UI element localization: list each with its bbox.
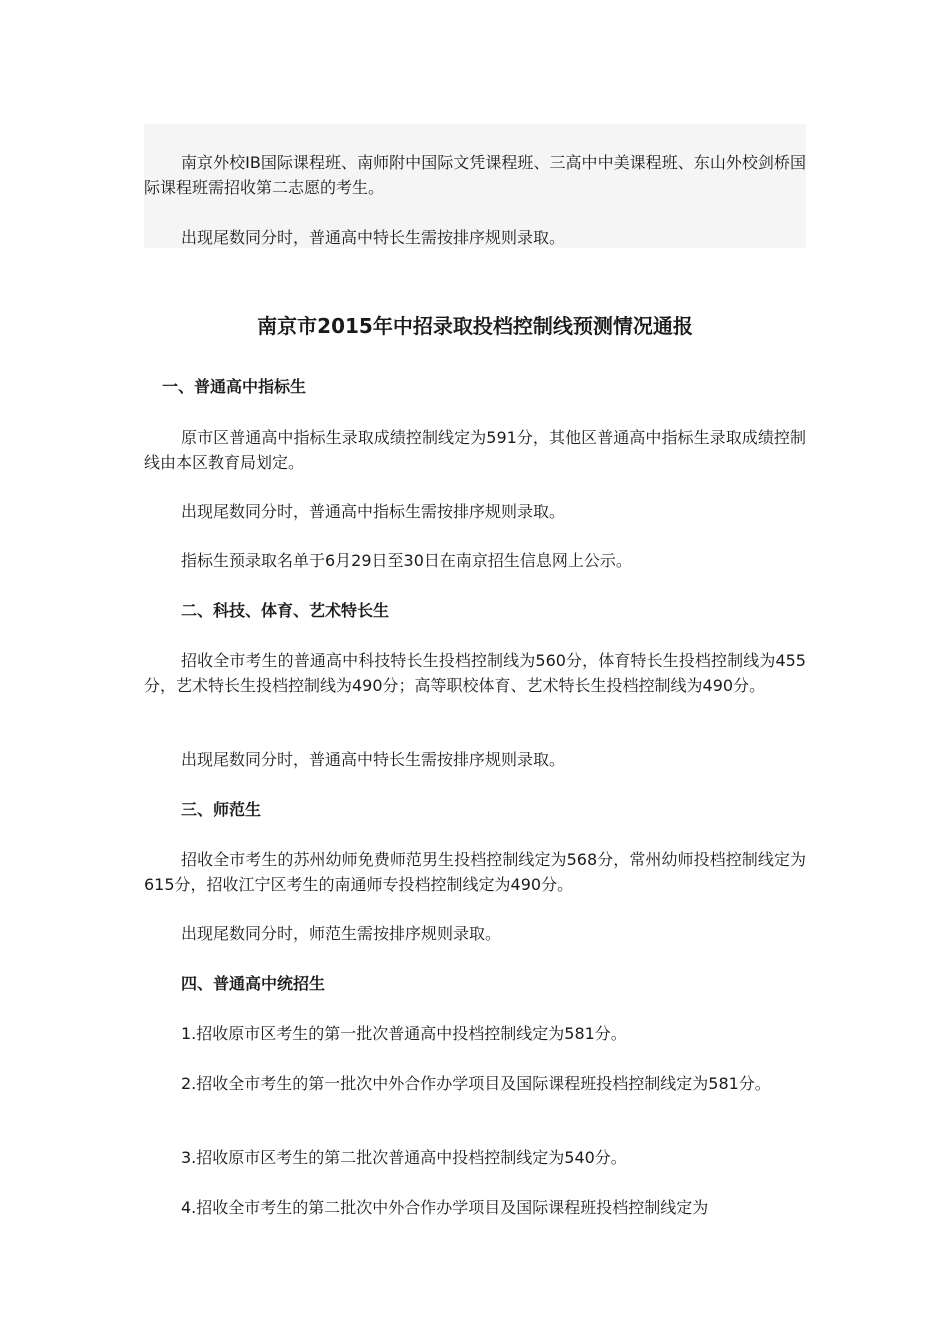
document-title: 南京市2015年中招录取投档控制线预测情况通报 (257, 314, 693, 338)
section3-paragraph-1: 招收全市考生的苏州幼师免费师范男生投档控制线定为568分，常州幼师投档控制线定为615分，招收江宁区考生的南通师专投档控制线定为490分。 (144, 850, 806, 894)
section2-paragraph-2: 出现尾数同分时，普通高中特长生需按排序规则录取。 (181, 750, 566, 769)
section-heading-3: 三、师范生 (181, 800, 262, 819)
section4-item-4: 4.招收全市考生的第二批次中外合作办学项目及国际课程班投档控制线定为 (181, 1198, 709, 1217)
section3-paragraph-2: 出现尾数同分时，师范生需按排序规则录取。 (181, 924, 502, 943)
section1-paragraph-1: 原市区普通高中指标生录取成绩控制线定为591分，其他区普通高中指标生录取成绩控制线由本区教育局划定。 (144, 428, 806, 472)
section1-paragraph-3: 指标生预录取名单于6月29日至30日在南京招生信息网上公示。 (181, 551, 632, 570)
section4-item-3: 3.招收原市区考生的第二批次普通高中投档控制线定为540分。 (181, 1148, 627, 1167)
intro-paragraph-1: 南京外校IB国际课程班、南师附中国际文凭课程班、三高中中美课程班、东山外校剑桥国际课程班需招收第二志愿的考生。 (144, 153, 806, 197)
section-heading-2: 二、科技、体育、艺术特长生 (181, 601, 390, 620)
intro-paragraph-2: 出现尾数同分时，普通高中特长生需按排序规则录取。 (181, 228, 566, 247)
section4-item-1: 1.招收原市区考生的第一批次普通高中投档控制线定为581分。 (181, 1024, 627, 1043)
section1-paragraph-2: 出现尾数同分时，普通高中指标生需按排序规则录取。 (181, 502, 566, 521)
section4-item-2: 2.招收全市考生的第一批次中外合作办学项目及国际课程班投档控制线定为581分。 (181, 1074, 771, 1093)
section-heading-1: 一、普通高中指标生 (162, 377, 307, 396)
section-heading-4: 四、普通高中统招生 (181, 974, 326, 993)
section2-paragraph-1: 招收全市考生的普通高中科技特长生投档控制线为560分，体育特长生投档控制线为455分，艺术特长生投档控制线为490分；高等职校体育、艺术特长生投档控制线为490分。 (144, 651, 806, 695)
